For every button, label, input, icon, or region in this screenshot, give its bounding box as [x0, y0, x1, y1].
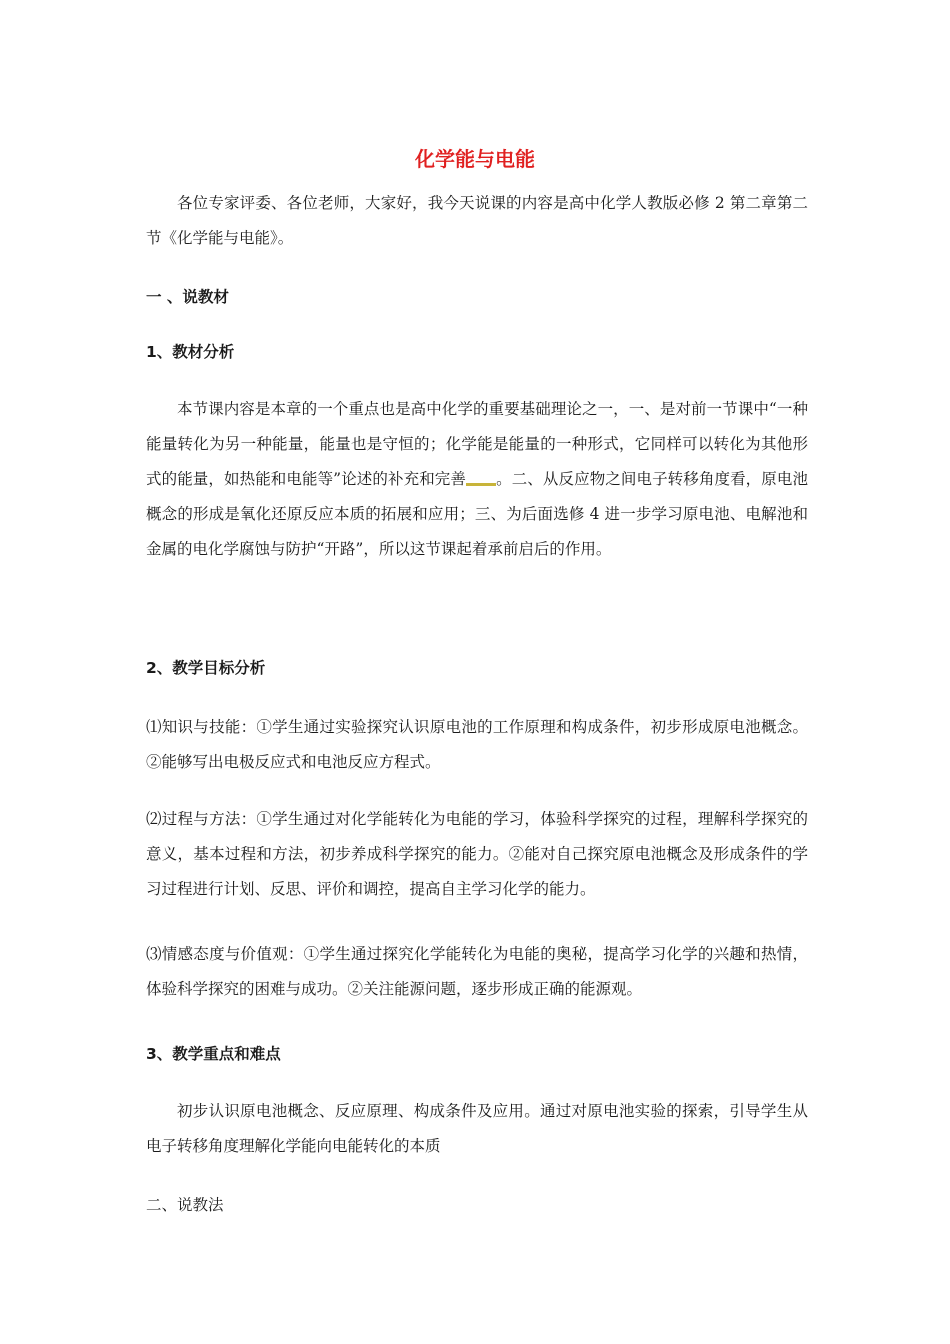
- section1-heading: 一 、说教材: [146, 288, 229, 306]
- key-points-paragraph: 初步认识原电池概念、反应原理、构成条件及应用。通过对原电池实验的探索，引导学生从电子转移角度理解化学能向电能转化的本质: [146, 1102, 808, 1155]
- section1-sub3-heading: 3、教学重点和难点: [146, 1045, 281, 1063]
- goal-attitude-paragraph: ⑶情感态度与价值观：①学生通过探究化学能转化为电能的奥秘，提高学习化学的兴趣和热情，体验科学探究的困难与成功。②关注能源问题，逐步形成正确的能源观。: [146, 945, 808, 998]
- section2-heading: 二、说教法: [146, 1196, 224, 1214]
- document-title: 化学能与电能: [415, 147, 535, 171]
- goal-knowledge-paragraph: ⑴知识与技能：①学生通过实验探究认识原电池的工作原理和构成条件，初步形成原电池概念。②能够写出电极反应式和电池反应方程式。: [146, 718, 808, 771]
- textbook-analysis-paragraph: [146, 392, 808, 567]
- textbook-analysis-text-part2: 。二、从反应物之间电子转移角度看，原电池概念的形成是氧化还原反应本质的拓展和应用；三、为后面选修 4 进一步学习原电池、电解池和金属的电化学腐蚀与防护“开路”，所以这节课起着承前启后的作用。: [146, 470, 808, 558]
- section1-sub2-heading: 2、教学目标分析: [146, 659, 266, 677]
- textbook-analysis-text-part1: 本节课内容是本章的一个重点也是高中化学的重要基础理论之一，一、是对前一节课中“一种能量转化为另一种能量，能量也是守恒的；化学能是能量的一种形式，它同样可以转化为其他形式的能量，如热能和电能等”论述的补充和完善: [146, 400, 808, 488]
- intro-paragraph: 各位专家评委、各位老师，大家好，我今天说课的内容是高中化学人教版必修 2 第二章第二节《化学能与电能》。: [146, 194, 808, 247]
- highlight-mark: [466, 483, 496, 486]
- section1-sub1-heading: 1、教材分析: [146, 343, 235, 361]
- goal-process-paragraph: ⑵过程与方法：①学生通过对化学能转化为电能的学习，体验科学探究的过程，理解科学探究的意义，基本过程和方法，初步养成科学探究的能力。②能对自己探究原电池概念及形成条件的学习过程进行计划、反思、评价和调控，提高自主学习化学的能力。: [146, 810, 808, 898]
